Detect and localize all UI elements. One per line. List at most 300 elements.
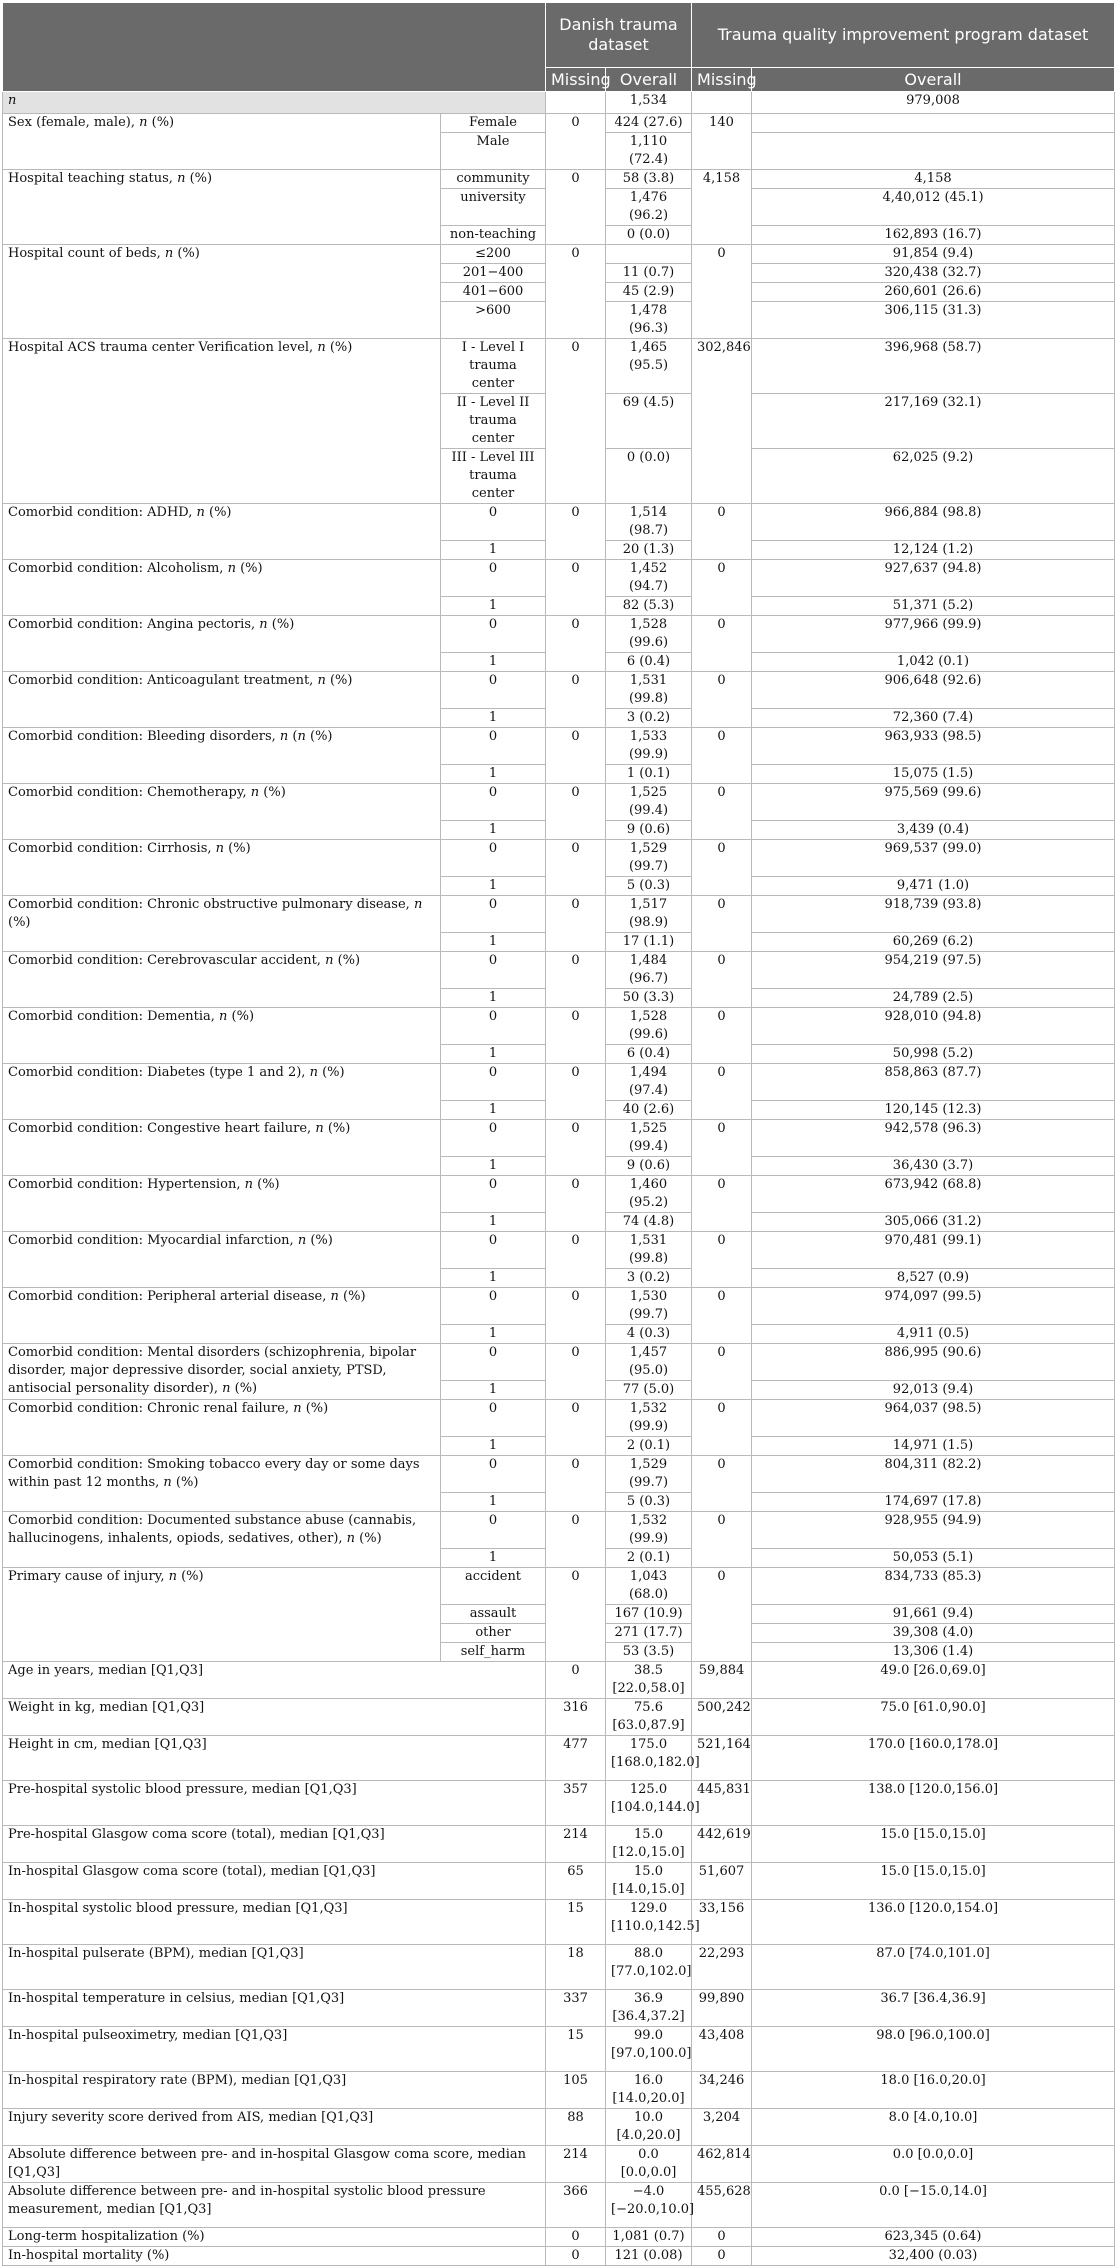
header-tqip-missing: Missing: [692, 68, 752, 92]
tqip-missing: 0: [692, 2228, 752, 2247]
variable-label: In-hospital mortality (%): [3, 2247, 546, 2266]
danish-missing: 0: [546, 840, 606, 896]
tqip-overall: 72,360 (7.4): [752, 709, 1115, 728]
danish-overall: 1,529 (99.7): [606, 840, 692, 877]
tqip-missing: 302,846: [692, 339, 752, 504]
danish-missing: 0: [546, 2228, 606, 2247]
danish-overall: 53 (3.5): [606, 1643, 692, 1662]
header-danish-overall: Overall: [606, 68, 692, 92]
level-cell: 0: [441, 784, 546, 821]
variable-label: Comorbid condition: Alcoholism, n (%): [3, 560, 441, 616]
tqip-overall: 3,439 (0.4): [752, 821, 1115, 840]
danish-missing: 214: [546, 2146, 606, 2183]
level-cell: 1: [441, 1213, 546, 1232]
danish-overall: 125.0 [104.0,144.0]: [606, 1781, 692, 1826]
danish-missing: 0: [546, 616, 606, 672]
level-cell: 0: [441, 1008, 546, 1045]
tqip-overall: 906,648 (92.6): [752, 672, 1115, 709]
n-label: n: [3, 92, 546, 114]
level-cell: 0: [441, 504, 546, 541]
tqip-overall: 804,311 (82.2): [752, 1456, 1115, 1493]
tqip-missing: 59,884: [692, 1662, 752, 1699]
danish-missing: 214: [546, 1826, 606, 1863]
header-danish-missing: Missing: [546, 68, 606, 92]
tqip-missing: 0: [692, 1176, 752, 1232]
tqip-missing: 0: [692, 728, 752, 784]
table-row: [3, 2247, 1115, 2266]
tqip-missing: 0: [692, 1232, 752, 1288]
tqip-missing: 0: [692, 1512, 752, 1568]
level-cell: 0: [441, 672, 546, 709]
variable-label: Comorbid condition: Dementia, n (%): [3, 1008, 441, 1064]
danish-missing: 357: [546, 1781, 606, 1826]
danish-missing: 0: [546, 952, 606, 1008]
tqip-overall: 15.0 [15.0,15.0]: [752, 1826, 1115, 1863]
danish-overall: 1,517 (98.9): [606, 896, 692, 933]
danish-overall: 9 (0.6): [606, 821, 692, 840]
variable-label: Comorbid condition: Cirrhosis, n (%): [3, 840, 441, 896]
tqip-missing: 0: [692, 1064, 752, 1120]
level-cell: 0: [441, 840, 546, 877]
tqip-overall: 32,400 (0.03): [752, 2247, 1115, 2266]
danish-overall: 1,525 (99.4): [606, 1120, 692, 1157]
level-cell: 0: [441, 1400, 546, 1437]
variable-label: In-hospital Glasgow coma score (total), median [Q1,Q3]: [3, 1863, 546, 1900]
variable-label: In-hospital temperature in celsius, median [Q1,Q3]: [3, 1990, 546, 2027]
n-danish-missing: [546, 92, 606, 114]
tqip-overall: 36,430 (3.7): [752, 1157, 1115, 1176]
danish-missing: 0: [546, 1064, 606, 1120]
tqip-overall: 39,308 (4.0): [752, 1624, 1115, 1643]
tqip-missing: 0: [692, 1568, 752, 1662]
danish-missing: 366: [546, 2183, 606, 2228]
tqip-missing: 0: [692, 2247, 752, 2266]
level-cell: non-teaching: [441, 226, 546, 245]
variable-label: Comorbid condition: ADHD, n (%): [3, 504, 441, 560]
tqip-overall: 4,158: [752, 170, 1115, 189]
level-cell: 1: [441, 765, 546, 784]
level-cell: community: [441, 170, 546, 189]
variable-label: Comorbid condition: Anticoagulant treatment, n (%): [3, 672, 441, 728]
tqip-overall: 9,471 (1.0): [752, 877, 1115, 896]
level-cell: other: [441, 1624, 546, 1643]
tqip-overall: 974,097 (99.5): [752, 1288, 1115, 1325]
tqip-overall: [752, 133, 1115, 170]
table-row: [3, 1512, 1115, 1549]
level-cell: 0: [441, 1232, 546, 1269]
danish-overall: 40 (2.6): [606, 1101, 692, 1120]
level-cell: 1: [441, 541, 546, 560]
danish-overall: 15.0 [14.0,15.0]: [606, 1863, 692, 1900]
variable-label: Hospital ACS trauma center Verification level, n (%): [3, 339, 441, 504]
level-cell: 0: [441, 1120, 546, 1157]
level-cell: 1: [441, 877, 546, 896]
table-row: [3, 1736, 1115, 1781]
tqip-missing: 0: [692, 1344, 752, 1400]
level-cell: 1: [441, 1157, 546, 1176]
danish-overall: 1,460 (95.2): [606, 1176, 692, 1213]
danish-missing: 18: [546, 1945, 606, 1990]
tqip-overall: 14,971 (1.5): [752, 1437, 1115, 1456]
danish-overall: 0 (0.0): [606, 226, 692, 245]
danish-missing: 316: [546, 1699, 606, 1736]
danish-overall: 129.0 [110.0,142.5]: [606, 1900, 692, 1945]
tqip-missing: 462,814: [692, 2146, 752, 2183]
tqip-missing: 0: [692, 1288, 752, 1344]
tqip-overall: 36.7 [36.4,36.9]: [752, 1990, 1115, 2027]
danish-missing: 0: [546, 339, 606, 504]
danish-overall: 1,484 (96.7): [606, 952, 692, 989]
tqip-overall: 170.0 [160.0,178.0]: [752, 1736, 1115, 1781]
danish-overall: 271 (17.7): [606, 1624, 692, 1643]
tqip-missing: 0: [692, 1120, 752, 1176]
tqip-missing: 0: [692, 560, 752, 616]
table-row: [3, 1781, 1115, 1826]
table-row: [3, 1900, 1115, 1945]
danish-missing: 0: [546, 1662, 606, 1699]
danish-overall: 6 (0.4): [606, 653, 692, 672]
variable-label: Absolute difference between pre- and in-hospital Glasgow coma score, median [Q1,Q3]: [3, 2146, 546, 2183]
danish-overall: 45 (2.9): [606, 283, 692, 302]
variable-label: Pre-hospital systolic blood pressure, median [Q1,Q3]: [3, 1781, 546, 1826]
level-cell: Female: [441, 114, 546, 133]
danish-overall: 3 (0.2): [606, 1269, 692, 1288]
n-tqip-overall: 979,008: [752, 92, 1115, 114]
table-row: [3, 170, 1115, 189]
level-cell: university: [441, 189, 546, 226]
variable-label: Comorbid condition: Congestive heart failure, n (%): [3, 1120, 441, 1176]
variable-label: Weight in kg, median [Q1,Q3]: [3, 1699, 546, 1736]
danish-overall: 4 (0.3): [606, 1325, 692, 1344]
table-row: [3, 1568, 1115, 1605]
table-row: [3, 1344, 1115, 1381]
level-cell: 1: [441, 821, 546, 840]
table-row: [3, 2072, 1115, 2109]
variable-label: Age in years, median [Q1,Q3]: [3, 1662, 546, 1699]
table-row: [3, 1064, 1115, 1101]
tqip-overall: 60,269 (6.2): [752, 933, 1115, 952]
level-cell: 1: [441, 1045, 546, 1064]
tqip-overall: 51,371 (5.2): [752, 597, 1115, 616]
danish-overall: 10.0 [4.0,20.0]: [606, 2109, 692, 2146]
tqip-missing: 4,158: [692, 170, 752, 245]
table-row: [3, 1945, 1115, 1990]
level-cell: 0: [441, 1456, 546, 1493]
tqip-overall: 15.0 [15.0,15.0]: [752, 1863, 1115, 1900]
danish-overall: 1,528 (99.6): [606, 1008, 692, 1045]
danish-overall: 99.0 [97.0,100.0]: [606, 2027, 692, 2072]
danish-overall: 1,533 (99.9): [606, 728, 692, 765]
table-row: [3, 1456, 1115, 1493]
data-table: [2, 2, 1115, 2266]
tqip-missing: 51,607: [692, 1863, 752, 1900]
table-row: [3, 1699, 1115, 1736]
tqip-overall: 24,789 (2.5): [752, 989, 1115, 1008]
level-cell: 1: [441, 1437, 546, 1456]
danish-overall: 1,465 (95.5): [606, 339, 692, 394]
danish-missing: 0: [546, 672, 606, 728]
danish-missing: 0: [546, 1120, 606, 1176]
table-row: [3, 1662, 1115, 1699]
level-cell: 1: [441, 1549, 546, 1568]
danish-missing: 0: [546, 1176, 606, 1232]
tqip-missing: 140: [692, 114, 752, 170]
variable-label: In-hospital pulseoximetry, median [Q1,Q3]: [3, 2027, 546, 2072]
level-cell: 0: [441, 952, 546, 989]
tqip-missing: 43,408: [692, 2027, 752, 2072]
danish-overall: 2 (0.1): [606, 1549, 692, 1568]
variable-label: Comorbid condition: Mental disorders (schizophrenia, bipolar disorder, major depressive disorder, social anxiety, PTSD, antisocial personality disorder), n (%): [3, 1344, 441, 1400]
tqip-overall: 623,345 (0.64): [752, 2228, 1115, 2247]
variable-label: In-hospital respiratory rate (BPM), median [Q1,Q3]: [3, 2072, 546, 2109]
danish-overall: 0 (0.0): [606, 449, 692, 504]
tqip-overall: 4,911 (0.5): [752, 1325, 1115, 1344]
header-blank: [3, 3, 546, 92]
tqip-overall: 13,306 (1.4): [752, 1643, 1115, 1662]
tqip-overall: 954,219 (97.5): [752, 952, 1115, 989]
table-row: [3, 672, 1115, 709]
table-row: [3, 1990, 1115, 2027]
danish-missing: 0: [546, 2247, 606, 2266]
tqip-missing: 0: [692, 245, 752, 339]
danish-overall: −4.0 [−20.0,10.0]: [606, 2183, 692, 2228]
danish-overall: 175.0 [168.0,182.0]: [606, 1736, 692, 1781]
tqip-overall: 0.0 [−15.0,14.0]: [752, 2183, 1115, 2228]
tqip-overall: 98.0 [96.0,100.0]: [752, 2027, 1115, 2072]
danish-missing: 0: [546, 560, 606, 616]
tqip-overall: 858,863 (87.7): [752, 1064, 1115, 1101]
danish-missing: 0: [546, 1512, 606, 1568]
tqip-overall: 928,010 (94.8): [752, 1008, 1115, 1045]
danish-overall: 82 (5.3): [606, 597, 692, 616]
danish-overall: 1,532 (99.9): [606, 1512, 692, 1549]
table-row: [3, 504, 1115, 541]
danish-overall: 1,457 (95.0): [606, 1344, 692, 1381]
danish-missing: 0: [546, 896, 606, 952]
danish-overall: 1,528 (99.6): [606, 616, 692, 653]
danish-missing: 0: [546, 114, 606, 170]
variable-label: Comorbid condition: Myocardial infarction, n (%): [3, 1232, 441, 1288]
tqip-overall: 673,942 (68.8): [752, 1176, 1115, 1213]
danish-overall: 69 (4.5): [606, 394, 692, 449]
table-row: [3, 1400, 1115, 1437]
tqip-missing: 22,293: [692, 1945, 752, 1990]
danish-overall: 121 (0.08): [606, 2247, 692, 2266]
table-row: [3, 840, 1115, 877]
danish-missing: 0: [546, 1568, 606, 1662]
level-cell: 1: [441, 933, 546, 952]
danish-overall: 9 (0.6): [606, 1157, 692, 1176]
danish-overall: 1,529 (99.7): [606, 1456, 692, 1493]
table-row: [3, 1288, 1115, 1325]
tqip-missing: 500,242: [692, 1699, 752, 1736]
danish-overall: 1,043 (68.0): [606, 1568, 692, 1605]
variable-label: Hospital teaching status, n (%): [3, 170, 441, 245]
tqip-overall: 306,115 (31.3): [752, 302, 1115, 339]
danish-missing: 477: [546, 1736, 606, 1781]
danish-overall: 1,531 (99.8): [606, 1232, 692, 1269]
danish-missing: 0: [546, 1400, 606, 1456]
tqip-overall: 18.0 [16.0,20.0]: [752, 2072, 1115, 2109]
level-cell: 0: [441, 560, 546, 597]
danish-overall: [606, 245, 692, 264]
variable-label: Height in cm, median [Q1,Q3]: [3, 1736, 546, 1781]
level-cell: III - Level III trauma center: [441, 449, 546, 504]
variable-label: Injury severity score derived from AIS, median [Q1,Q3]: [3, 2109, 546, 2146]
n-tqip-missing: [692, 92, 752, 114]
variable-label: Comorbid condition: Chronic obstructive pulmonary disease, n (%): [3, 896, 441, 952]
level-cell: 0: [441, 728, 546, 765]
danish-missing: 0: [546, 504, 606, 560]
danish-overall: 1,110 (72.4): [606, 133, 692, 170]
table-row: [3, 1120, 1115, 1157]
tqip-overall: 4,40,012 (45.1): [752, 189, 1115, 226]
danish-overall: 17 (1.1): [606, 933, 692, 952]
table-row: [3, 339, 1115, 394]
danish-overall: 1 (0.1): [606, 765, 692, 784]
tqip-overall: 50,998 (5.2): [752, 1045, 1115, 1064]
danish-missing: 65: [546, 1863, 606, 1900]
tqip-overall: 886,995 (90.6): [752, 1344, 1115, 1381]
danish-overall: 77 (5.0): [606, 1381, 692, 1400]
tqip-overall: 977,966 (99.9): [752, 616, 1115, 653]
tqip-overall: 50,053 (5.1): [752, 1549, 1115, 1568]
danish-overall: 20 (1.3): [606, 541, 692, 560]
table-row: [3, 896, 1115, 933]
variable-label: Long-term hospitalization (%): [3, 2228, 546, 2247]
tqip-missing: 33,156: [692, 1900, 752, 1945]
level-cell: I - Level I trauma center: [441, 339, 546, 394]
level-cell: accident: [441, 1568, 546, 1605]
table-row: [3, 1826, 1115, 1863]
level-cell: 1: [441, 1325, 546, 1344]
tqip-overall: 963,933 (98.5): [752, 728, 1115, 765]
tqip-overall: [752, 114, 1115, 133]
tqip-missing: 0: [692, 896, 752, 952]
tqip-overall: 969,537 (99.0): [752, 840, 1115, 877]
level-cell: >600: [441, 302, 546, 339]
danish-overall: 167 (10.9): [606, 1605, 692, 1624]
danish-missing: 0: [546, 728, 606, 784]
danish-missing: 15: [546, 1900, 606, 1945]
n-danish-overall: 1,534: [606, 92, 692, 114]
danish-missing: 88: [546, 2109, 606, 2146]
level-cell: 401−600: [441, 283, 546, 302]
variable-label: Comorbid condition: Smoking tobacco every day or some days within past 12 months, n (%): [3, 1456, 441, 1512]
tqip-missing: 0: [692, 672, 752, 728]
variable-label: Comorbid condition: Peripheral arterial disease, n (%): [3, 1288, 441, 1344]
level-cell: 1: [441, 1101, 546, 1120]
tqip-missing: 0: [692, 952, 752, 1008]
tqip-missing: 455,628: [692, 2183, 752, 2228]
tqip-overall: 0.0 [0.0,0.0]: [752, 2146, 1115, 2183]
tqip-overall: 91,854 (9.4): [752, 245, 1115, 264]
variable-label: Pre-hospital Glasgow coma score (total), median [Q1,Q3]: [3, 1826, 546, 1863]
danish-missing: 0: [546, 1344, 606, 1400]
level-cell: 201−400: [441, 264, 546, 283]
tqip-missing: 442,619: [692, 1826, 752, 1863]
danish-overall: 1,514 (98.7): [606, 504, 692, 541]
tqip-overall: 87.0 [74.0,101.0]: [752, 1945, 1115, 1990]
tqip-missing: 0: [692, 504, 752, 560]
level-cell: 1: [441, 597, 546, 616]
danish-overall: 1,081 (0.7): [606, 2228, 692, 2247]
level-cell: II - Level II trauma center: [441, 394, 546, 449]
variable-label: Comorbid condition: Bleeding disorders, n (n (%): [3, 728, 441, 784]
danish-overall: 5 (0.3): [606, 877, 692, 896]
tqip-overall: 964,037 (98.5): [752, 1400, 1115, 1437]
tqip-overall: 120,145 (12.3): [752, 1101, 1115, 1120]
level-cell: 0: [441, 1176, 546, 1213]
variable-label: Comorbid condition: Chronic renal failure, n (%): [3, 1400, 441, 1456]
tqip-missing: 0: [692, 1008, 752, 1064]
tqip-overall: 396,968 (58.7): [752, 339, 1115, 394]
tqip-overall: 305,066 (31.2): [752, 1213, 1115, 1232]
table-row: [3, 2109, 1115, 2146]
tqip-overall: 49.0 [26.0,69.0]: [752, 1662, 1115, 1699]
danish-missing: 15: [546, 2027, 606, 2072]
variable-label: Absolute difference between pre- and in-hospital systolic blood pressure measurement, median [Q1,Q3]: [3, 2183, 546, 2228]
danish-overall: 74 (4.8): [606, 1213, 692, 1232]
tqip-overall: 91,661 (9.4): [752, 1605, 1115, 1624]
level-cell: 1: [441, 989, 546, 1008]
danish-overall: 11 (0.7): [606, 264, 692, 283]
tqip-missing: 0: [692, 1400, 752, 1456]
tqip-overall: 928,955 (94.9): [752, 1512, 1115, 1549]
level-cell: 1: [441, 653, 546, 672]
level-cell: 1: [441, 709, 546, 728]
header-tqip: Trauma quality improvement program dataset: [692, 3, 1115, 68]
danish-overall: 75.6 [63.0,87.9]: [606, 1699, 692, 1736]
danish-missing: 0: [546, 170, 606, 245]
header-tqip-overall: Overall: [752, 68, 1115, 92]
table-row: [3, 245, 1115, 264]
danish-missing: 0: [546, 1232, 606, 1288]
danish-overall: 1,494 (97.4): [606, 1064, 692, 1101]
table-row: [3, 1863, 1115, 1900]
table-row: [3, 114, 1115, 133]
danish-overall: 2 (0.1): [606, 1437, 692, 1456]
danish-missing: 337: [546, 1990, 606, 2027]
tqip-overall: 217,169 (32.1): [752, 394, 1115, 449]
danish-missing: 0: [546, 1008, 606, 1064]
danish-overall: 5 (0.3): [606, 1493, 692, 1512]
level-cell: 0: [441, 1512, 546, 1549]
danish-missing: 0: [546, 245, 606, 339]
tqip-overall: 260,601 (26.6): [752, 283, 1115, 302]
tqip-missing: 445,831: [692, 1781, 752, 1826]
tqip-missing: 99,890: [692, 1990, 752, 2027]
danish-overall: 1,532 (99.9): [606, 1400, 692, 1437]
tqip-overall: 966,884 (98.8): [752, 504, 1115, 541]
variable-label: Comorbid condition: Chemotherapy, n (%): [3, 784, 441, 840]
tqip-overall: 62,025 (9.2): [752, 449, 1115, 504]
danish-overall: 1,525 (99.4): [606, 784, 692, 821]
variable-label: Sex (female, male), n (%): [3, 114, 441, 170]
table-row: [3, 560, 1115, 597]
tqip-missing: 34,246: [692, 2072, 752, 2109]
danish-missing: 0: [546, 1288, 606, 1344]
level-cell: 0: [441, 1288, 546, 1325]
danish-overall: 1,531 (99.8): [606, 672, 692, 709]
danish-missing: 0: [546, 784, 606, 840]
table-row: [3, 1232, 1115, 1269]
tqip-overall: 162,893 (16.7): [752, 226, 1115, 245]
tqip-overall: 927,637 (94.8): [752, 560, 1115, 597]
table-row: [3, 784, 1115, 821]
danish-overall: 424 (27.6): [606, 114, 692, 133]
tqip-overall: 8.0 [4.0,10.0]: [752, 2109, 1115, 2146]
